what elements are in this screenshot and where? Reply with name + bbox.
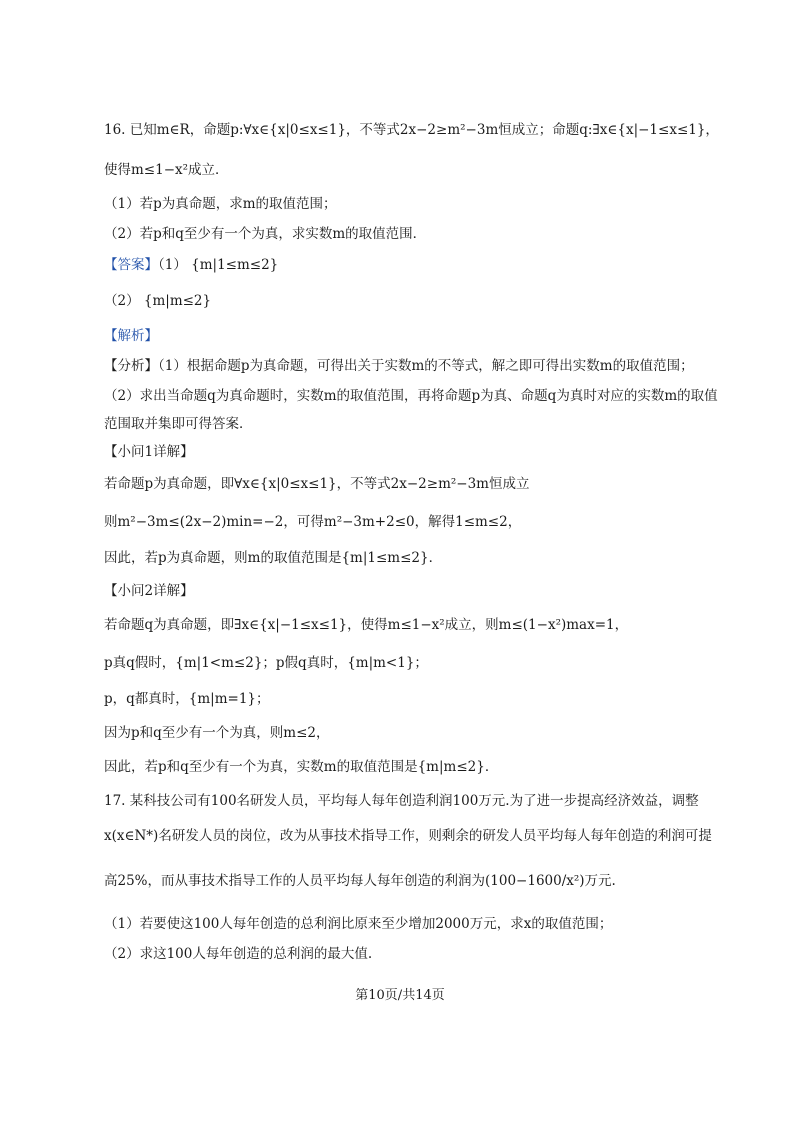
answer-tag: 【答案】 xyxy=(104,257,158,273)
answer-2: （2） {m|m≤2} xyxy=(104,293,212,309)
sub1-line3: 因此，若p为真命题，则m的取值范围是{m|1≤m≤2}． xyxy=(104,550,443,566)
sub2-line3: p，q都真时，{m|m=1}； xyxy=(104,691,270,707)
analysis-tag: 【解析】 xyxy=(104,328,158,344)
sub2-line1: 若命题q为真命题，即∃x∈{x|−1≤x≤1}，使得m≤1−x²成立，则m≤(1−x²)max=1， xyxy=(104,617,629,633)
q17-stem-line3: 高25%，而从事技术指导工作的人员平均每人每年创造的利润为(100−1600/x²)万元. xyxy=(104,873,616,889)
sub2-line5: 因此，若p和q至少有一个为真，实数m的取值范围是{m|m≤2}． xyxy=(104,759,499,775)
q17-part2: （2）求这100人每年创造的总利润的最大值. xyxy=(104,946,373,962)
answer-1: （1） {m|1≤m≤2} xyxy=(158,257,279,273)
sub1-line1: 若命题p为真命题，即∀x∈{x|0≤x≤1}，不等式2x−2≥m²−3m恒成立 xyxy=(104,476,530,492)
analysis-line3: 范围取并集即可得答案． xyxy=(104,416,253,432)
analysis-line1: 【分析】（1）根据命题p为真命题，可得出关于实数m的不等式，解之即可得出实数m的取值范围； xyxy=(104,358,694,374)
q17-part1: （1）若要使这100人每年创造的总利润比原来至少增加2000万元，求x的取值范围； xyxy=(104,916,613,932)
page-number: 第10页/共14页 xyxy=(355,988,445,1003)
q16-part1: （1）若p为真命题，求m的取值范围； xyxy=(104,196,337,212)
q16-stem-line1: 16. 已知m∈R，命题p:∀x∈{x|0≤x≤1}，不等式2x−2≥m²−3m恒成立；命题q:∃x∈{x|−1≤x≤1}， xyxy=(104,122,719,138)
sub1-line2: 则m²−3m≤(2x−2)min=−2，可得m²−3m+2≤0，解得1≤m≤2， xyxy=(104,514,522,530)
q16-part2: （2）若p和q至少有一个为真，求实数m的取值范围． xyxy=(104,226,427,242)
q16-stem-line2: 使得m≤1−x²成立． xyxy=(104,162,229,178)
q17-stem-line1: 17. 某科技公司有100名研发人员，平均每人每年创造利润100万元.为了进一步提高经济效益，调整 xyxy=(104,793,699,809)
analysis-line2: （2）求出当命题q为真命题时，实数m的取值范围，再将命题p为真、命题q为真时对应的实数m的取值 xyxy=(104,388,718,404)
q17-stem-line2: x(x∈N*)名研发人员的岗位，改为从事技术指导工作，则剩余的研发人员平均每人每年创造的利润可提 xyxy=(104,828,712,844)
sub2-line4: 因为p和q至少有一个为真，则m≤2， xyxy=(104,725,330,741)
sub1-tag: 【小问1详解】 xyxy=(104,444,194,460)
answer-row-1 xyxy=(104,255,724,275)
sub2-line2: p真q假时，{m|1<m≤2}；p假q真时，{m|m<1}； xyxy=(104,655,428,671)
sub2-tag: 【小问2详解】 xyxy=(104,583,194,599)
